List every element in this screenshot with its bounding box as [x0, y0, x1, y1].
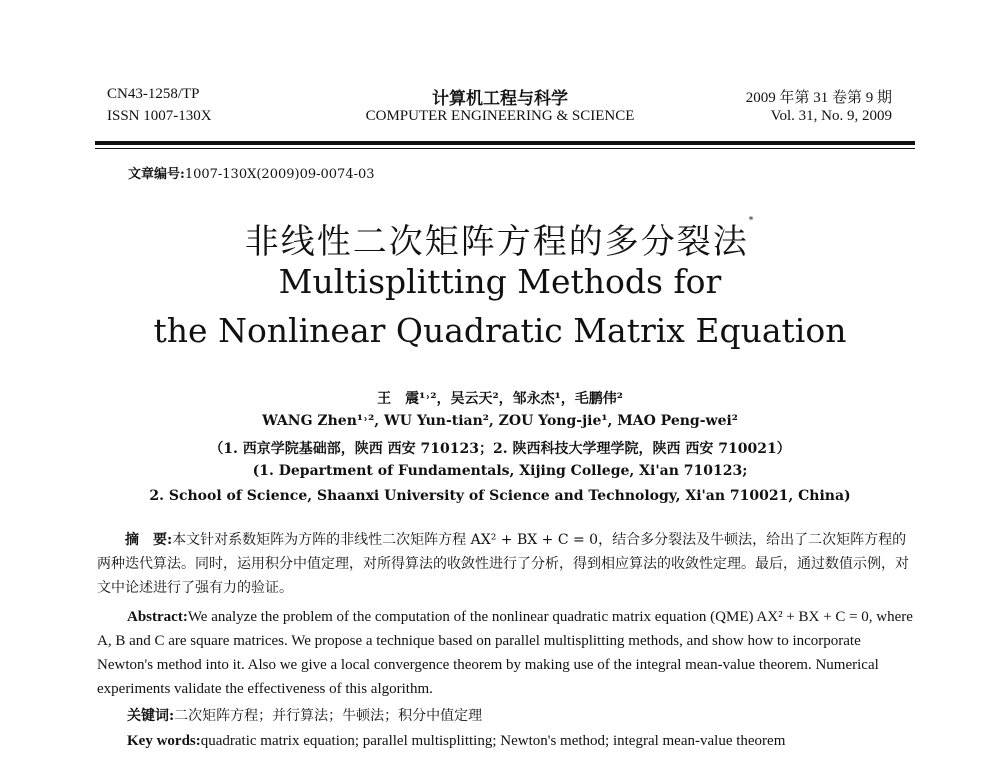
journal-cn-code: CN43-1258/TP [107, 86, 200, 102]
abstract-cn-text: 本文针对系数矩阵为方阵的非线性二次矩阵方程 AX² + BX + C = 0，结合多分裂法及牛顿法，给出了二次矩阵方程的两种迭代算法。同时，运用积分中值定理，对所得算法的收敛性进行了分析，得到相应算法的收敛性定理。最后，通过数值示例，对文中论述进行了强有力的验证。 [97, 532, 909, 596]
keywords-cn-label: 关键词: [127, 708, 175, 724]
journal-name-cn: 计算机工程与科学 [432, 89, 568, 108]
keywords-cn-text: 二次矩阵方程；并行算法；牛顿法；积分中值定理 [174, 708, 483, 724]
article-number [128, 163, 375, 182]
journal-issn: ISSN 1007-130X [107, 108, 212, 124]
authors-cn: 王 震¹˒²，吴云天²，邹永杰¹，毛鹏伟² [377, 391, 623, 407]
abstract-cn [97, 528, 917, 600]
journal-issue-en: Vol. 31, No. 9, 2009 [770, 108, 892, 124]
title-en-line2: the Nonlinear Quadratic Matrix Equation [153, 311, 847, 350]
title-footnote-mark: * [748, 216, 756, 226]
journal-issue-cn: 2009 年第 31 卷第 9 期 [745, 90, 892, 106]
header-rule-thick [95, 141, 915, 145]
title-en-line1: Multisplitting Methods for [278, 262, 722, 301]
abstract-cn-label: 摘 要: [125, 532, 173, 548]
authors-en: WANG Zhen¹˒², WU Yun-tian², ZOU Yong-jie¹, MAO Peng-wei² [262, 413, 738, 429]
affiliations-cn: （1. 西京学院基础部，陕西 西安 710123；2. 陕西科技大学理学院，陕西 西安 710021） [209, 441, 791, 457]
article-number-label: 文章编号: [128, 167, 185, 182]
abstract-en-text: We analyze the problem of the computation of the nonlinear quadratic matrix equation (QME) AX² + BX + C = 0, where A, B and C are square matrices. We propose a technique based on parallel multisplitting methods, and show how to incorporate Newton's method into it. Also we give a local convergence theorem by making use of the integral mean-value theorem. Numerical experiments validate the effectiveness of this algorithm. [97, 609, 913, 697]
title-cn-text: 非线性二次矩阵方程的多分裂法 [244, 222, 749, 262]
keywords-cn [127, 704, 482, 728]
keywords-en-label: Key words: [127, 733, 201, 749]
abstract-en-label: Abstract: [127, 609, 188, 625]
abstract-en [97, 605, 917, 701]
article-number-value: 1007-130X(2009)09-0074-03 [184, 167, 375, 182]
title-cn [0, 214, 1000, 263]
header-rule-thin [95, 148, 915, 149]
affiliations-en-line1: (1. Department of Fundamentals, Xijing College, Xi'an 710123; [252, 463, 748, 479]
journal-name-en: COMPUTER ENGINEERING & SCIENCE [365, 108, 635, 124]
keywords-en-text: quadratic matrix equation; parallel multisplitting; Newton's method; integral mean-value theorem [200, 733, 786, 749]
keywords-en [127, 729, 785, 753]
affiliations-en-line2: 2. School of Science, Shaanxi University of Science and Technology, Xi'an 710021, China) [149, 488, 851, 504]
